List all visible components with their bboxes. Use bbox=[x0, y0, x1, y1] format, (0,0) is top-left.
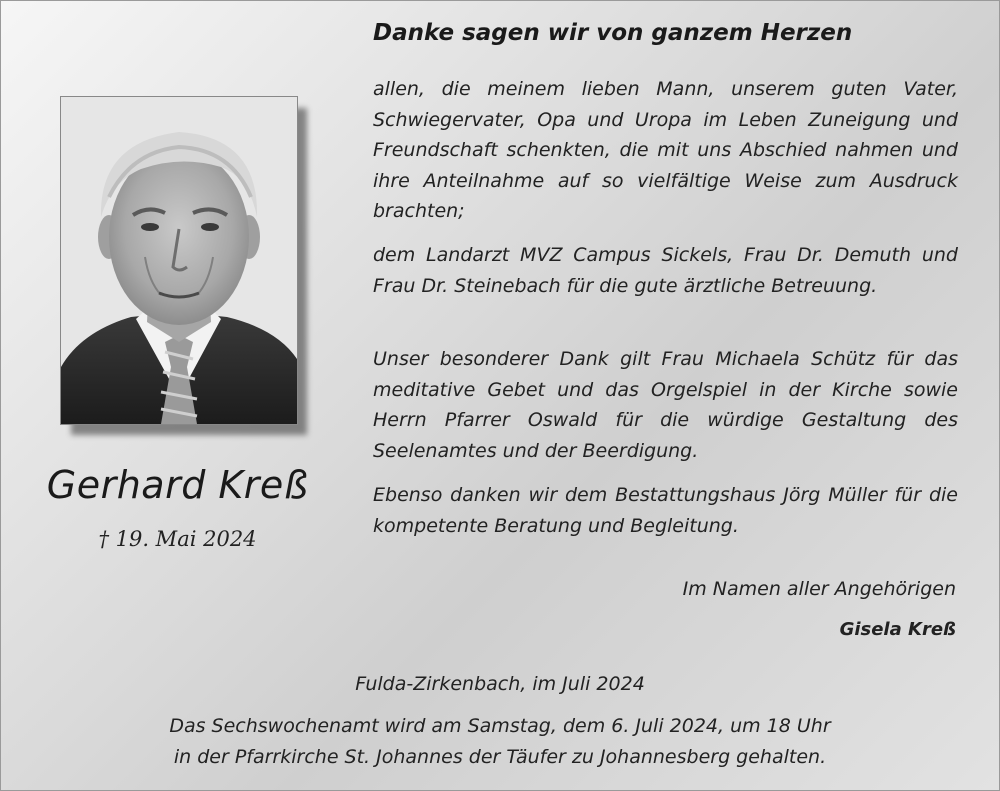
portrait-illustration bbox=[61, 97, 297, 424]
service-announcement-line-2: in der Pfarrkirche St. Johannes der Täufer zu Johannesberg gehalten. bbox=[173, 746, 827, 768]
place-date: Fulda-Zirkenbach, im Juli 2024 bbox=[355, 673, 645, 695]
signature-intro: Im Namen aller Angehörigen bbox=[682, 578, 956, 600]
portrait-photo bbox=[60, 96, 298, 425]
thanks-paragraph-1: allen, die meinem lieben Mann, unserem guten Vater, Schwiegervater, Opa und Uropa im Leben Zuneigung und Freundschaft schenkten, die mit uns Abschied nahmen und ihre Anteilnahme auf so vielfältige Weise zum Ausdruck brachten; bbox=[373, 78, 958, 222]
deceased-name: Gerhard Kreß bbox=[46, 463, 309, 507]
signature-name: Gisela Kreß bbox=[839, 619, 956, 640]
thanks-paragraph-2: dem Landarzt MVZ Campus Sickels, Frau Dr. Demuth und Frau Dr. Steinebach für die gute ärztliche Betreuung. bbox=[373, 244, 958, 297]
notice-heading: Danke sagen wir von ganzem Herzen bbox=[373, 20, 853, 46]
thanks-paragraph-3: Unser besonderer Dank gilt Frau Michaela Schütz für das meditative Gebet und das Orgelspiel in der Kirche sowie Herrn Pfarrer Oswald für die würdige Gestaltung des Seelenamtes und der Beerdigung. bbox=[373, 348, 958, 462]
thanks-paragraph-4: Ebenso danken wir dem Bestattungshaus Jörg Müller für die kompetente Beratung und Begleitung. bbox=[373, 484, 958, 537]
death-date: † 19. Mai 2024 bbox=[98, 527, 257, 551]
service-announcement-line-1: Das Sechswochenamt wird am Samstag, dem 6. Juli 2024, um 18 Uhr bbox=[169, 715, 831, 737]
